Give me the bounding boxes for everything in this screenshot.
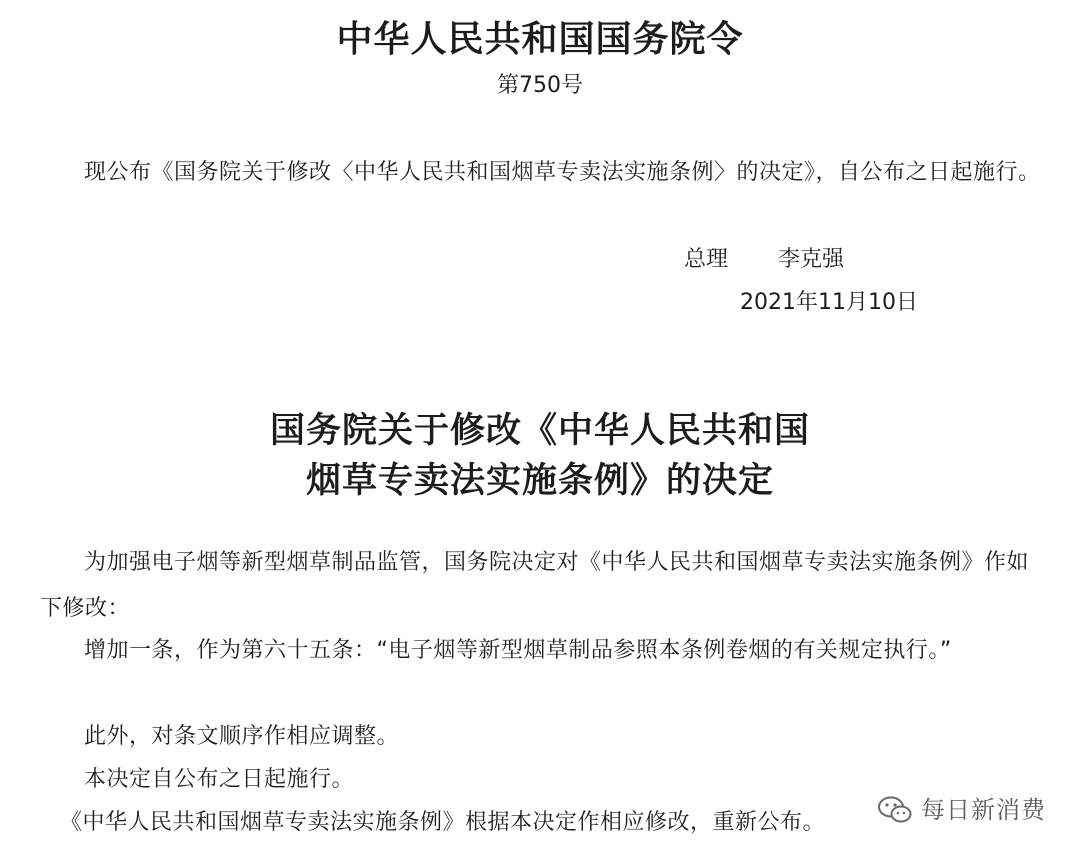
body-paragraph: 增加一条，作为第六十五条：“电子烟等新型烟草制品参照本条例卷烟的有关规定执行。”: [84, 638, 952, 663]
account-watermark: [877, 790, 1046, 830]
decision-title-line-1: 国务院关于修改《中华人民共和国: [269, 411, 810, 451]
signature-line: [684, 240, 844, 280]
body-paragraph: 为加强电子烟等新型烟草制品监管，国务院决定对《中华人民共和国烟草专卖法实施条例》作如下修改：: [40, 550, 1030, 621]
promulgation-paragraph: 现公布《国务院关于修改〈中华人民共和国烟草专卖法实施条例〉的决定》，自公布之日起施行。: [84, 160, 1041, 185]
body-paragraph: 此外，对条文顺序作相应调整。: [84, 724, 400, 749]
signatory-title: 总理: [684, 247, 729, 272]
order-number: 第750号: [497, 73, 583, 98]
body-paragraph: 本决定自公布之日起施行。: [84, 767, 355, 792]
order-title: 中华人民共和国国务院令: [336, 19, 744, 60]
decision-title: [0, 406, 1080, 506]
signatory-name: 李克强: [778, 247, 845, 272]
body-paragraph: 《中华人民共和国烟草专卖法实施条例》根据本决定作相应修改，重新公布。: [60, 810, 826, 835]
wechat-icon: [877, 795, 913, 825]
decision-title-line-2: 烟草专卖法实施条例》的决定: [305, 461, 774, 501]
promulgation-date: 2021年11月10日: [740, 290, 918, 315]
watermark-text: 每日新消费: [921, 796, 1046, 824]
